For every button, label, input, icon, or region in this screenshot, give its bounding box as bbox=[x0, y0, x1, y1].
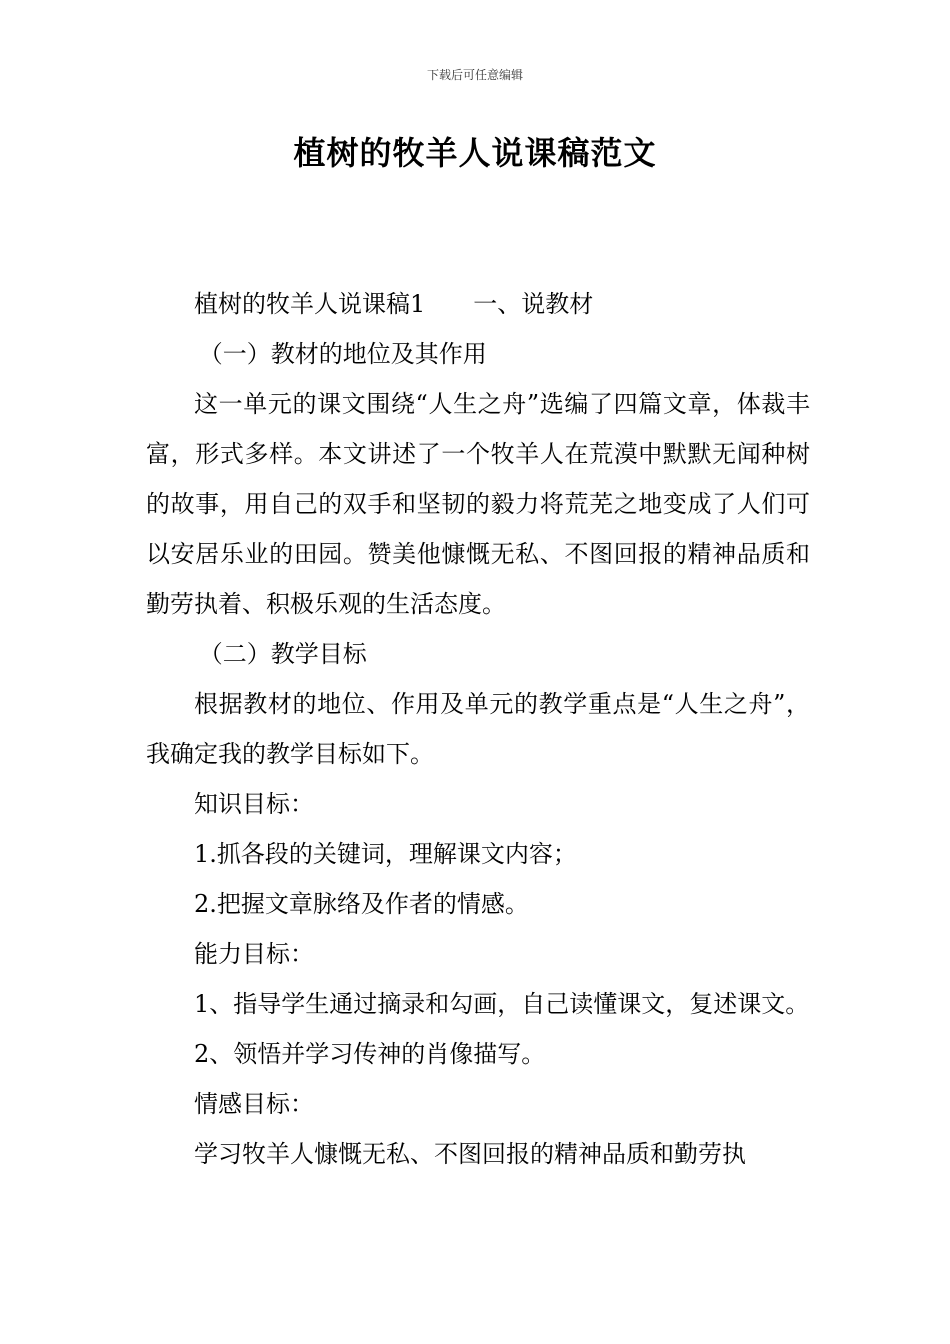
subsection-heading-2: （二）教学目标 bbox=[198, 640, 367, 668]
list-item: 2.把握文章脉络及作者的情感。 bbox=[194, 890, 529, 918]
paragraph: 根据教材的地位、作用及单元的教学重点是“人生之舟”，我确定我的教学目标如下。 bbox=[146, 690, 810, 768]
section-heading-1: 一、说教材 bbox=[473, 290, 594, 318]
paragraph-intro bbox=[146, 279, 810, 329]
subsection-heading-1: （一）教材的地位及其作用 bbox=[198, 340, 487, 368]
lecture-heading: 植树的牧羊人说课稿1 bbox=[194, 290, 426, 318]
list-item: 1、指导学生通过摘录和勾画，自己读懂课文，复述课文。 bbox=[194, 990, 810, 1018]
list-item: 1.抓各段的关键词，理解课文内容； bbox=[194, 840, 577, 868]
document-title: 植树的牧羊人说课稿范文 bbox=[293, 134, 657, 172]
paragraph: 这一单元的课文围绕“人生之舟”选编了四篇文章，体裁丰富，形式多样。本文讲述了一个牧羊人在荒漠中默默无闻种树的故事，用自己的双手和坚韧的毅力将荒芜之地变成了人们可以安居乐业的田园。赞美他慷慨无私、不图回报的精神品质和勤劳执着、积极乐观的生活态度。 bbox=[146, 390, 810, 618]
list-item: 2、领悟并学习传神的肖像描写。 bbox=[194, 1040, 546, 1068]
goal-heading-ability: 能力目标： bbox=[194, 940, 314, 968]
document-body bbox=[146, 279, 810, 1179]
header-note: 下载后可任意编辑 bbox=[426, 68, 523, 82]
goal-heading-knowledge: 知识目标： bbox=[194, 790, 314, 818]
paragraph: 学习牧羊人慷慨无私、不图回报的精神品质和勤劳执 bbox=[194, 1140, 746, 1168]
goal-heading-emotion: 情感目标： bbox=[194, 1090, 314, 1118]
